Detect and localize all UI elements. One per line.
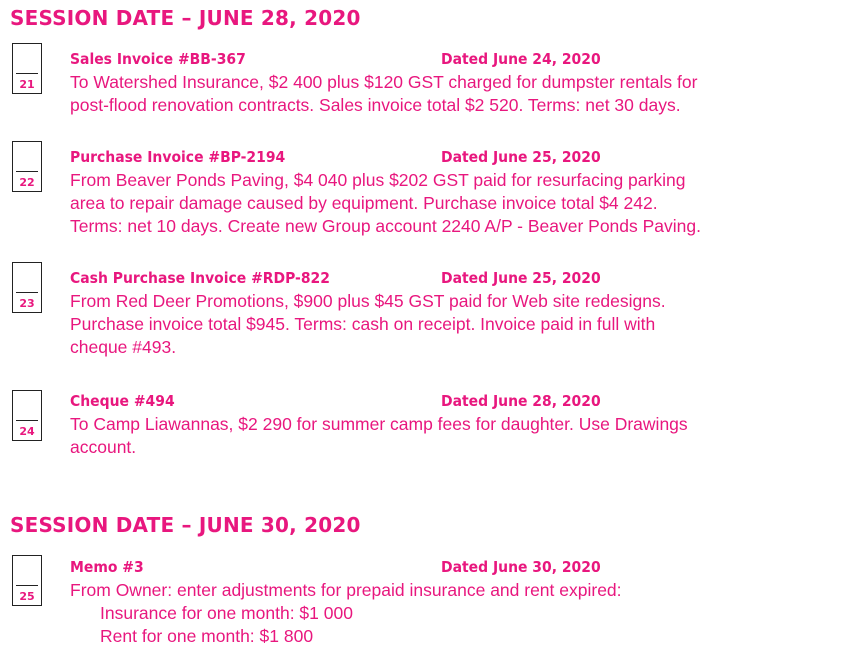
entry-date: Dated June 24, 2020 bbox=[441, 50, 601, 68]
entry-title: Purchase Invoice #BP-2194 bbox=[70, 148, 286, 166]
entry-number: 24 bbox=[19, 425, 35, 438]
session-header: SESSION DATE – JUNE 30, 2020 bbox=[10, 513, 361, 537]
description-line: post-flood renovation contracts. Sales invoice total $2 520. Terms: net 30 days. bbox=[70, 95, 681, 115]
entry-number: 21 bbox=[19, 78, 35, 91]
entry-description bbox=[70, 290, 800, 359]
description-line: area to repair damage caused by equipment. Purchase invoice total $4 242. bbox=[70, 193, 658, 213]
entry-title: Cheque #494 bbox=[70, 392, 175, 410]
tick-line bbox=[16, 585, 38, 586]
entry-date: Dated June 25, 2020 bbox=[441, 148, 601, 166]
entry-date: Dated June 28, 2020 bbox=[441, 392, 601, 410]
checkbox-22[interactable] bbox=[12, 141, 42, 192]
entry-title: Memo #3 bbox=[70, 558, 144, 576]
entry-number: 23 bbox=[19, 297, 35, 310]
checkbox-25[interactable] bbox=[12, 555, 42, 606]
entry-description bbox=[70, 413, 800, 459]
checkbox-24[interactable] bbox=[12, 390, 42, 441]
entry-title: Cash Purchase Invoice #RDP-822 bbox=[70, 269, 330, 287]
entry-date: Dated June 25, 2020 bbox=[441, 269, 601, 287]
description-line: From Red Deer Promotions, $900 plus $45 GST paid for Web site redesigns. bbox=[70, 291, 666, 311]
description-line: Terms: net 10 days. Create new Group account 2240 A/P - Beaver Ponds Paving. bbox=[70, 216, 702, 236]
session-header: SESSION DATE – JUNE 28, 2020 bbox=[10, 6, 361, 30]
description-line: From Beaver Ponds Paving, $4 040 plus $202 GST paid for resurfacing parking bbox=[70, 170, 686, 190]
description-line: From Owner: enter adjustments for prepaid insurance and rent expired: bbox=[70, 580, 622, 600]
tick-line bbox=[16, 73, 38, 74]
tick-line bbox=[16, 420, 38, 421]
entry-number: 25 bbox=[19, 590, 35, 603]
entry-description bbox=[70, 71, 800, 117]
description-line: account. bbox=[70, 437, 137, 457]
checkbox-23[interactable] bbox=[12, 262, 42, 313]
tick-line bbox=[16, 292, 38, 293]
description-line: To Watershed Insurance, $2 400 plus $120 GST charged for dumpster rentals for bbox=[70, 72, 698, 92]
entry-title: Sales Invoice #BB-367 bbox=[70, 50, 246, 68]
description-line: Insurance for one month: $1 000 bbox=[100, 603, 353, 623]
description-line: Rent for one month: $1 800 bbox=[100, 626, 314, 646]
entry-date: Dated June 30, 2020 bbox=[441, 558, 601, 576]
description-line: cheque #493. bbox=[70, 337, 177, 357]
checkbox-21[interactable] bbox=[12, 43, 42, 94]
description-line: Purchase invoice total $945. Terms: cash on receipt. Invoice paid in full with bbox=[70, 314, 656, 334]
tick-line bbox=[16, 171, 38, 172]
entry-description bbox=[70, 579, 800, 648]
entry-number: 22 bbox=[19, 176, 35, 189]
description-line: To Camp Liawannas, $2 290 for summer camp fees for daughter. Use Drawings bbox=[70, 414, 688, 434]
entry-description bbox=[70, 169, 800, 238]
